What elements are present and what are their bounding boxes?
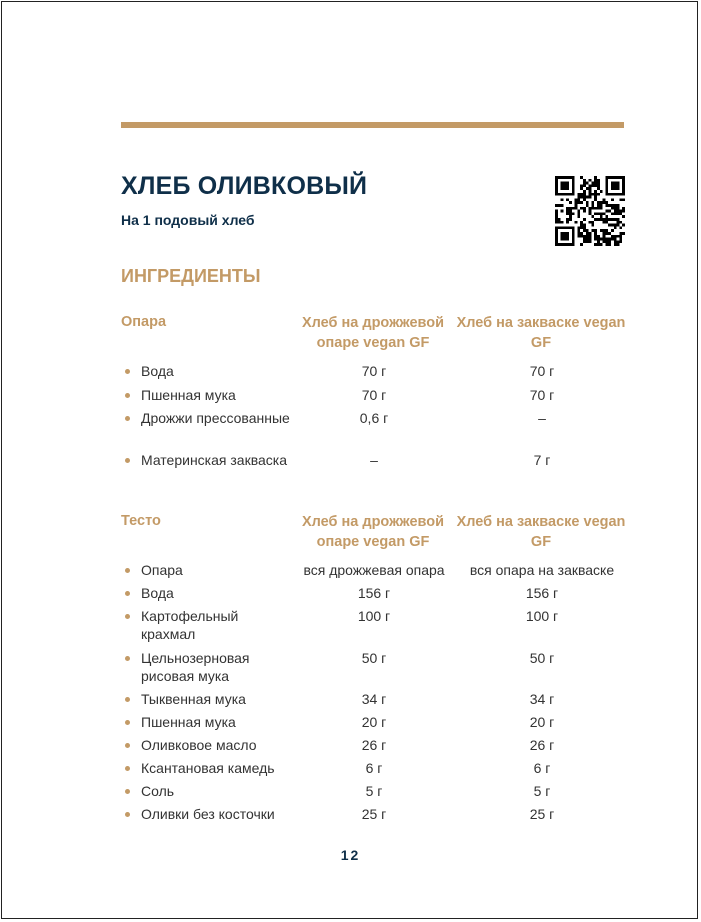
ingredient-amount-sourdough: 20 г <box>529 714 555 730</box>
ingredient-amount-sourdough: 5 г <box>533 783 551 799</box>
ingredient-amount-yeast: 70 г <box>361 387 387 403</box>
ingredient-name: Дрожжи прессованные <box>141 410 290 426</box>
bullet-dot-icon <box>125 789 130 794</box>
bullet-dot-icon <box>125 416 130 421</box>
bullet-dot-icon <box>125 393 130 398</box>
ingredient-name: Пшенная мука <box>141 714 236 730</box>
ingredient-amount-sourdough: – <box>538 410 546 426</box>
ingredient-amount-yeast: – <box>370 452 378 468</box>
bullet-dot-icon <box>125 458 130 463</box>
ingredient-name: Цельнозерновая рисовая мука <box>141 650 250 684</box>
opara-col1-header: Хлеб на дрожжевой опаре vegan GF <box>301 315 445 351</box>
ingredient-amount-sourdough: 7 г <box>533 452 551 468</box>
bullet-dot-icon <box>125 656 130 661</box>
ingredient-name: Вода <box>141 585 174 601</box>
ingredient-name: Материнская закваска <box>141 452 287 468</box>
bullet-dot-icon <box>125 720 130 725</box>
ingredient-amount-yeast: 34 г <box>361 691 387 707</box>
ingredient-name: Пшенная мука <box>141 387 236 403</box>
ingredient-amount-sourdough: вся опара на закваске <box>469 562 615 578</box>
ingredient-amount-yeast: 156 г <box>357 585 391 601</box>
opara-title: Опара <box>121 314 167 330</box>
ingredient-amount-yeast: вся дрожжевая опара <box>303 562 445 578</box>
testo-col1-header: Хлеб на дрожжевой опаре vegan GF <box>301 514 445 550</box>
ingredient-amount-yeast: 20 г <box>361 714 387 730</box>
ingredient-amount-yeast: 25 г <box>361 806 387 822</box>
recipe-page <box>1 1 698 919</box>
ingredient-amount-sourdough: 34 г <box>529 691 555 707</box>
ingredient-name: Соль <box>141 783 175 799</box>
recipe-subtitle: На 1 подовый хлеб <box>121 212 255 228</box>
testo-title: Тесто <box>121 513 161 529</box>
ingredient-amount-sourdough: 25 г <box>529 806 555 822</box>
ingredient-amount-yeast: 5 г <box>365 783 383 799</box>
ingredient-name: Оливковое масло <box>141 737 257 753</box>
opara-col2-header: Хлеб на закваске vegan GF <box>456 315 626 351</box>
qr-code-icon[interactable] <box>555 176 625 246</box>
bullet-dot-icon <box>125 591 130 596</box>
page-number: 12 <box>340 847 361 863</box>
ingredient-name: Вода <box>141 363 174 379</box>
bullet-dot-icon <box>125 614 130 619</box>
ingredient-name: Оливки без косточки <box>141 806 275 822</box>
ingredient-amount-sourdough: 6 г <box>533 760 551 776</box>
testo-col2-header: Хлеб на закваске vegan GF <box>456 514 626 550</box>
ingredient-amount-sourdough: 50 г <box>529 650 555 666</box>
ingredient-amount-sourdough: 100 г <box>525 608 559 624</box>
recipe-title: ХЛЕБ ОЛИВКОВЫЙ <box>121 172 368 200</box>
ingredient-amount-yeast: 26 г <box>361 737 387 753</box>
bullet-dot-icon <box>125 369 130 374</box>
ingredient-amount-sourdough: 70 г <box>529 387 555 403</box>
bullet-dot-icon <box>125 766 130 771</box>
ingredient-amount-sourdough: 26 г <box>529 737 555 753</box>
ingredient-amount-sourdough: 156 г <box>525 585 559 601</box>
ingredient-name: Опара <box>141 562 183 578</box>
bullet-dot-icon <box>125 743 130 748</box>
ingredient-amount-yeast: 70 г <box>361 363 387 379</box>
ingredient-name: Картофельный крахмал <box>141 608 239 642</box>
ingredient-amount-sourdough: 70 г <box>529 363 555 379</box>
ingredient-name: Ксантановая камедь <box>141 760 275 776</box>
ingredient-amount-yeast: 0,6 г <box>359 410 389 426</box>
ingredient-amount-yeast: 50 г <box>361 650 387 666</box>
ingredient-name: Тыквенная мука <box>141 691 246 707</box>
ingredients-heading: ИНГРЕДИЕНТЫ <box>121 266 261 286</box>
ingredient-amount-yeast: 100 г <box>357 608 391 624</box>
bullet-dot-icon <box>125 568 130 573</box>
bullet-dot-icon <box>125 697 130 702</box>
bullet-dot-icon <box>125 812 130 817</box>
accent-bar <box>121 122 624 128</box>
ingredient-amount-yeast: 6 г <box>365 760 383 776</box>
